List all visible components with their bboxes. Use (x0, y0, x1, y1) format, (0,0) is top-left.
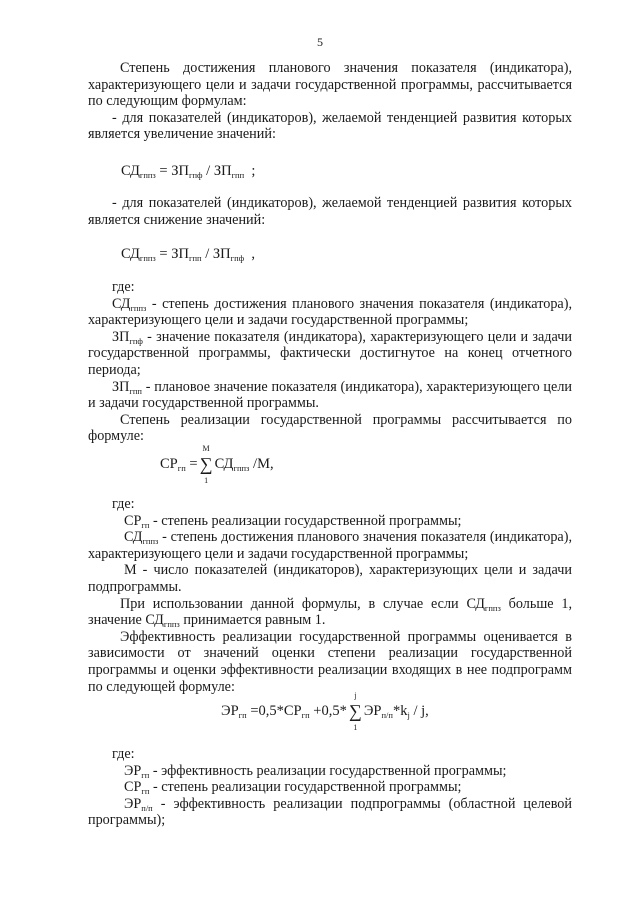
where-label: где: (112, 496, 135, 512)
ep-intro: Эффективность реализации государственной программы оценивается в зависимости от значений оценки степени реализации государственной программы и оценки эффективности реализации входящих в нее подпрограмм по следующей формуле: (88, 628, 572, 695)
definition-item: $ЭР_{п/п}$ - эффективность реализации подпрограммы (областной целевой программы); (88, 795, 572, 829)
definitions-2 (88, 496, 572, 695)
where-label: где: (112, 279, 135, 295)
usage-note: При использовании данной формулы, в случае если $СД_{гппз}$ больше 1, значение $СД_{гппз}$ принимается равным 1. (88, 595, 572, 630)
formula-ep: $ЭР_{гп} =0,5*СР_{гп} +0,5*$ j ∑ 1 $ЭР_{п/п}*k_j$ / j, (221, 691, 429, 732)
formula-sr: $СР_{гп}$ = M ∑ 1 $СД_{гппз}$ /М, (160, 444, 274, 485)
case-increase: - для показателей (индикаторов), желаемой тенденцией развития которых является увеличение значений: (88, 109, 572, 143)
intro-paragraph: Степень достижения планового значения показателя (индикатора), характеризующего цели и задачи государственной программы, рассчитывается по следующим формулам: - для показателей (индикаторов), желаемой тенденцией развития которых является увеличение значений: (88, 60, 572, 143)
definition-item: $СР_{гп}$ - степень реализации государственной программы; (124, 779, 462, 797)
where-label: где: (112, 746, 135, 762)
case-decrease-paragraph: - для показателей (индикаторов), желаемой тенденцией развития которых является снижение значений: (88, 195, 572, 228)
definitions-1 (88, 279, 572, 445)
definition-item: $ЗП_{гпф}$ - значение показателя (индикатора), характеризующего цели и задачи государственной программы, фактически достигнутое на конец отчетного периода; (88, 328, 572, 378)
formula-increase: $СД_{гппз} = ЗП_{гпф} / ЗП_{гпп}$ ; (121, 163, 256, 180)
formula-decrease: $СД_{гппз} = ЗП_{гпп} / ЗП_{гпф}$ , (121, 246, 256, 263)
sum-symbol: j ∑ 1 (348, 691, 362, 732)
definition-item: $СД_{гппз}$ - степень достижения планового значения показателя (индикатора), характеризующего цели и задачи государственной программы; (88, 529, 572, 562)
definition-item: $ЗП_{гпп}$ - плановое значение показателя (индикатора), характеризующего цели и задачи государственной программы. (88, 378, 572, 412)
sum-symbol: M ∑ 1 (199, 444, 213, 485)
page-number: 5 (317, 35, 323, 49)
definition-item: $СД_{гппз}$ - степень достижения планового значения показателя (индикатора), характеризующего цели и задачи государственной программы; (88, 295, 572, 329)
definition-item: М - число показателей (индикаторов), характеризующих цели и задачи подпрограммы. (88, 562, 572, 595)
sr-intro: Степень реализации государственной программы рассчитывается по формуле: (88, 411, 572, 445)
definition-item: $ЭР_{гп}$ - эффективность реализации государственной программы; (124, 762, 507, 780)
definition-item: $СР_{гп}$ - степень реализации государственной программы; (124, 512, 462, 530)
definitions-3 (88, 746, 572, 829)
